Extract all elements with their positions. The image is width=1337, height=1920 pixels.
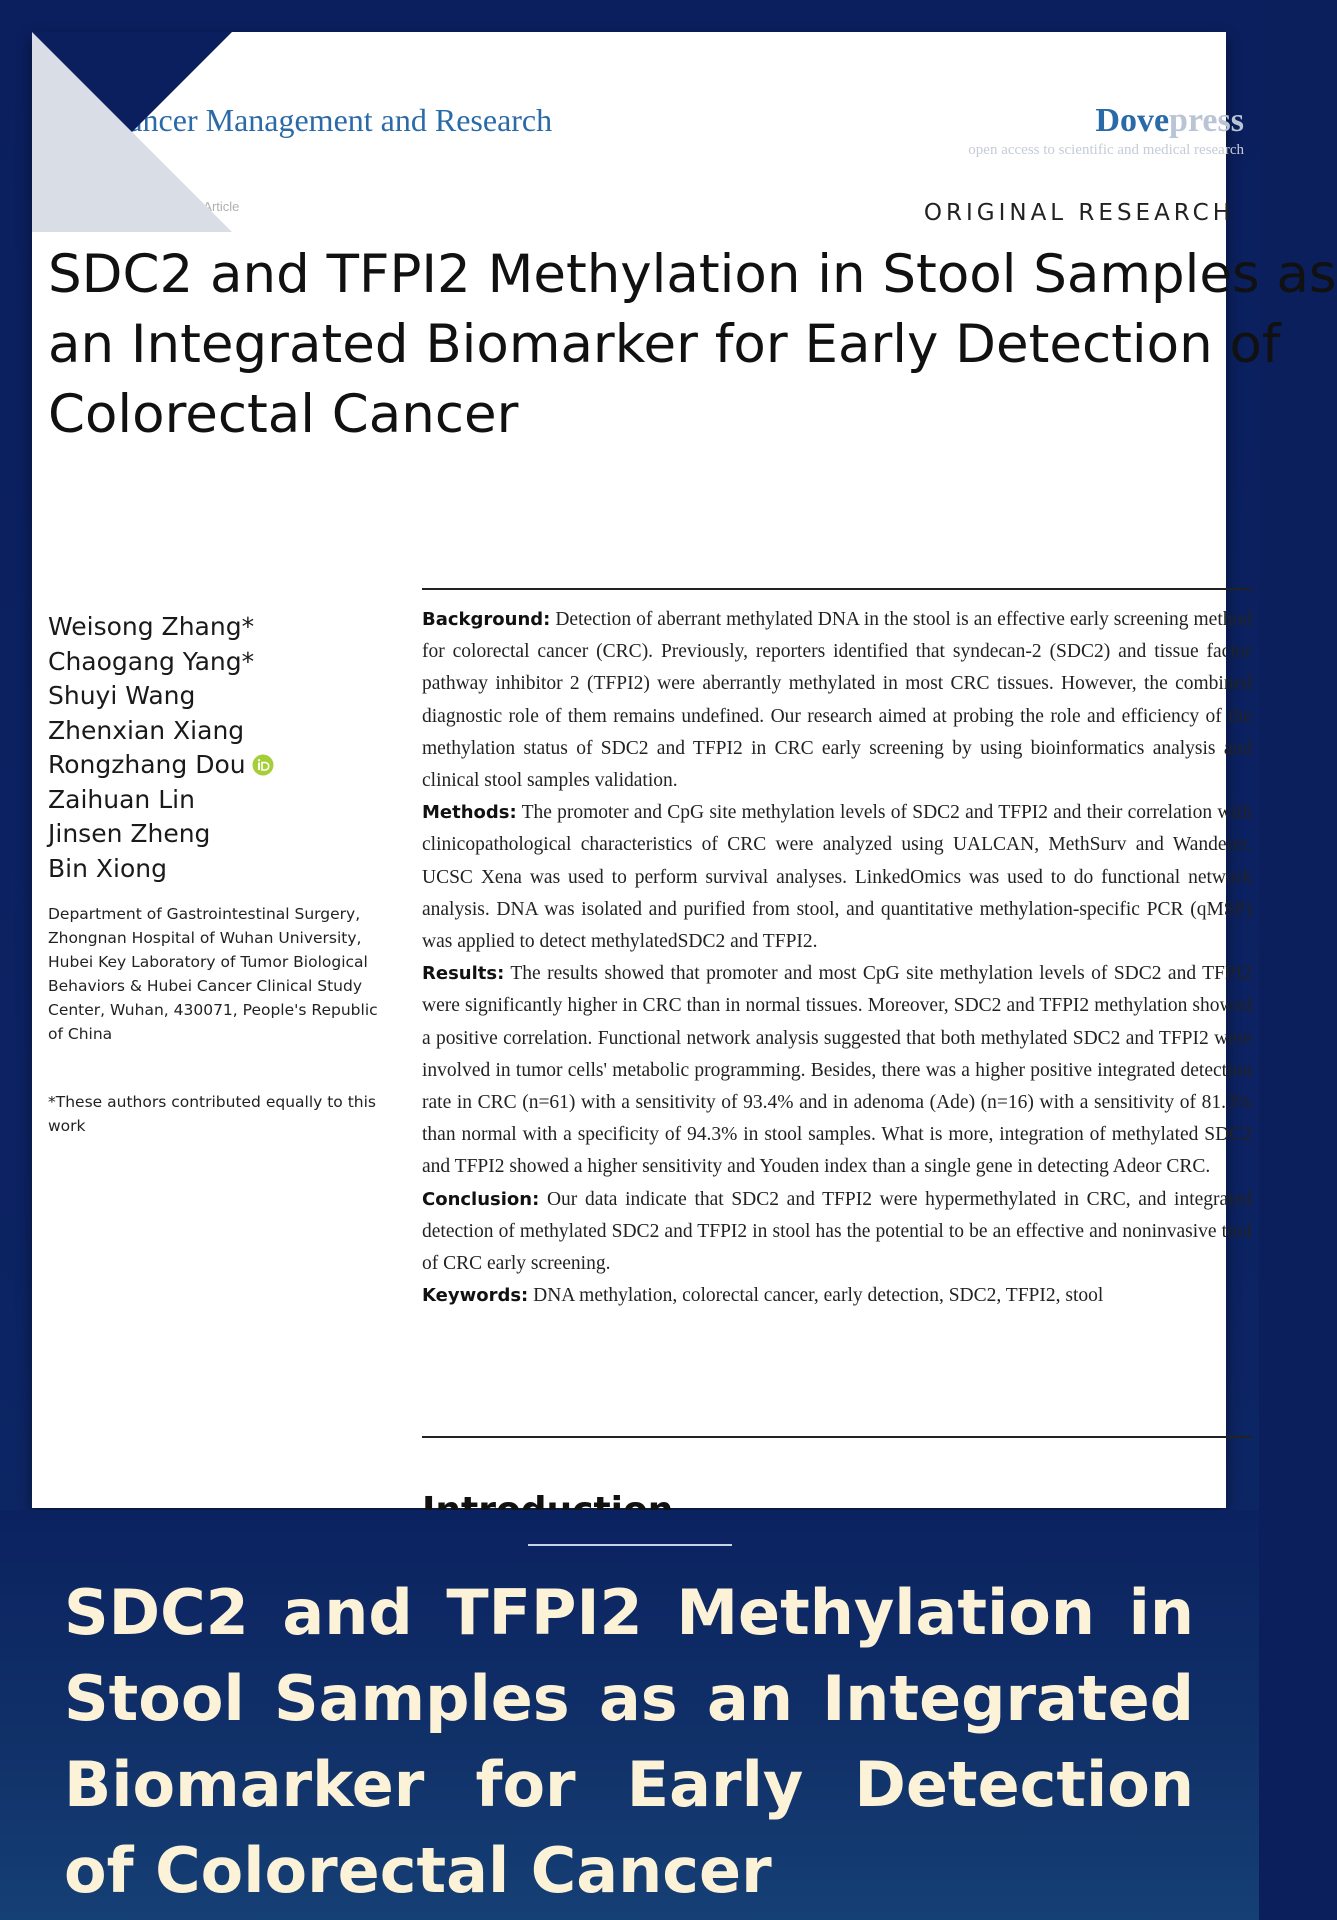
- open-access-icon: [48, 195, 64, 217]
- abstract-bottom-rule: [422, 1436, 1252, 1438]
- author-list: [48, 610, 274, 886]
- author-with-orcid: [48, 748, 274, 783]
- banner-divider: [528, 1544, 732, 1546]
- abstract-text: The results showed that promoter and most CpG site methylation levels of SDC2 and TFPI2 were significantly higher in CRC than in normal tissues. Moreover, SDC2 and TFPI2 methylation showed a positive correlation. Functional network analysis suggested that both methylated SDC2 and TFPI2 were involved in tumor cells' metabolic programming. Besides, there was a higher positive integrated detection rate in CRC (n=61) with a sensitivity of 93.4% and in adenoma (Ade) (n=16) with a sensitivity of 81.3% than normal with a specificity of 94.3% in stool samples. What is more, integration of methylated SDC2 and TFPI2 showed a higher sensitivity and Youden index than a single gene in detecting Adeor CRC.: [422, 963, 1252, 1178]
- abstract-background: [422, 604, 1252, 797]
- abstract: [422, 604, 1252, 1312]
- publisher-name: Dovepress: [1095, 102, 1244, 139]
- author: Jinsen Zheng: [48, 819, 211, 848]
- author: Zhenxian Xiang: [48, 715, 245, 745]
- abstract-text: Detection of aberrant methylated DNA in the stool is an effective early screening method for colorectal cancer (CRC). Previously, reporters identified that syndecan-2 (SDC2) and tissue factor pathway inhibitor 2 (TFPI2) were aberrantly methylated in most CRC tissues. However, the combined diagnostic role of them remains undefined. Our research aimed at probing the role and efficiency of the methylation status of SDC2 and TFPI2 in CRC early screening by using bioinformatics analysis and clinical stool samples validation.: [422, 609, 1252, 792]
- open-access-label: Open Access Full Text Article: [72, 198, 240, 214]
- abstract-text: The promoter and CpG site methylation levels of SDC2 and TFPI2 and their correlation with clinicopathological characteristics of CRC were analyzed using UALCAN, MethSurv and Wanderer. UCSC Xena was used to perform survival analyses. LinkedOmics was used to do functional network analysis. DNA was isolated and purified from stool, and quantitative methylation-specific PCR (qMSP) was applied to detect methylatedSDC2 and TFPI2.: [422, 802, 1252, 953]
- abstract-keywords: [422, 1280, 1252, 1312]
- equal-contribution-note: *These authors contributed equally to this work: [48, 1093, 377, 1135]
- abstract-label: Results:: [422, 963, 505, 985]
- author: Weisong Zhang*: [48, 612, 255, 641]
- author: Bin Xiong: [48, 853, 167, 883]
- banner-caption: SDC2 and TFPI2 Methylation in Stool Samples as an Integrated Biomarker for Early Detection of Colorectal Cancer: [64, 1576, 1194, 1907]
- paper-title: [48, 240, 1337, 450]
- abstract-label: Conclusion:: [422, 1188, 540, 1210]
- abstract-text: DNA methylation, colorectal cancer, early detection, SDC2, TFPI2, stool: [533, 1285, 1104, 1307]
- abstract-results: [422, 958, 1252, 1183]
- publisher-tagline: open access to scientific and medical research: [968, 142, 1244, 158]
- author: Rongzhang Dou: [48, 750, 246, 779]
- open-access-badge: [48, 195, 239, 217]
- abstract-top-rule: [422, 588, 1252, 590]
- article-type: ORIGINAL RESEARCH: [923, 200, 1234, 226]
- caption-banner: [0, 1510, 1259, 1920]
- paper-page: [32, 32, 1337, 1508]
- author: Shuyi Wang: [48, 681, 196, 710]
- abstract-methods: [422, 797, 1252, 958]
- affiliation: Department of Gastrointestinal Surgery, Zhongnan Hospital of Wuhan University, Hubei Key Laboratory of Tumor Biological Behaviors & Hubei Cancer Clinical Study Center, Wuhan, 430071, People's Republic of China: [48, 905, 378, 1043]
- abstract-label: Background:: [422, 609, 551, 630]
- journal-name: Cancer Management and Research: [107, 102, 553, 138]
- author: Zaihuan Lin: [48, 784, 195, 814]
- abstract-text: Our data indicate that SDC2 and TFPI2 were hypermethylated in CRC, and integrated detection of methylated SDC2 and TFPI2 in stool has the potential to be an effective and noninvasive tool of CRC early screening.: [422, 1188, 1252, 1275]
- orcid-icon[interactable]: [252, 754, 274, 776]
- paper-title-line: an Integrated Biomarker for Early Detection of: [48, 314, 1281, 375]
- paper-title-line: SDC2 and TFPI2 Methylation in Stool Samples as: [48, 244, 1337, 305]
- abstract-label: Keywords:: [422, 1285, 529, 1307]
- publisher-logo: [968, 102, 1244, 159]
- paper-title-line: Colorectal Cancer: [48, 384, 519, 445]
- abstract-conclusion: [422, 1184, 1252, 1281]
- abstract-label: Methods:: [422, 802, 517, 824]
- author: Chaogang Yang*: [48, 646, 255, 676]
